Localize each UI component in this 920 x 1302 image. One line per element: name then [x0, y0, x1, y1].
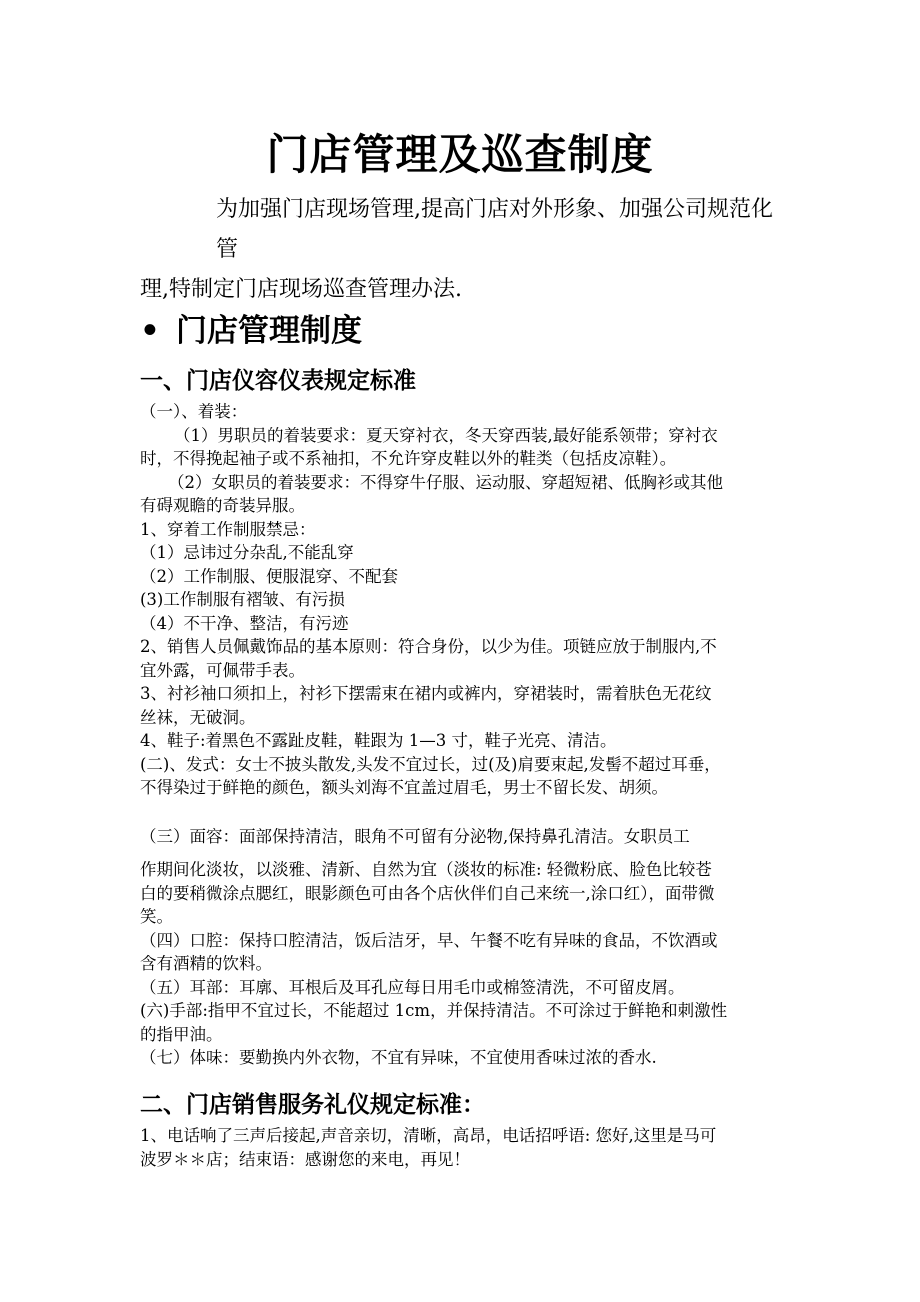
- paragraph-line: 作期间化淡妆，以淡雅、清新、自然为宜（淡妆的标准: 轻微粉底、脸色比较苍: [140, 860, 712, 879]
- document-title: 门店管理及巡查制度: [266, 130, 654, 179]
- paragraph-line: 的指甲油。: [140, 1024, 223, 1044]
- part1-body-continued: [140, 822, 785, 1070]
- paragraph-line: 波罗＊＊店；结束语：感谢您的来电，再见！: [140, 1149, 470, 1169]
- paragraph-line: （七）体味：要勤换内外衣物，不宜有异味，不宜使用香味过浓的香水.: [140, 1048, 657, 1067]
- paragraph-line: 不得染过于鲜艳的颜色，额头刘海不宜盖过眉毛，男士不留长发、胡须。: [140, 778, 668, 797]
- paragraph-line: （1）忌讳过分杂乱,不能乱穿: [140, 543, 354, 562]
- paragraph-line: （四）口腔：保持口腔清洁，饭后洁牙，早、午餐不吃有异味的食品，不饮酒或: [140, 930, 718, 950]
- part2-heading: 二、门店销售服务礼仪规定标准：: [140, 1091, 485, 1118]
- bullet-icon: •: [140, 313, 160, 349]
- paragraph-line: 宜外露，可佩带手表。: [140, 660, 305, 680]
- part1-body: [140, 400, 785, 800]
- paragraph-line: （4）不干净、整洁，有污迹: [140, 613, 349, 633]
- paragraph-line: 3、衬衫袖口须扣上，衬衫下摆需束在裙内或裤内，穿裙装时，需着肤色无花纹: [140, 684, 712, 703]
- section-heading-text: 门店管理制度: [176, 313, 362, 349]
- paragraph-line: 2、销售人员佩戴饰品的基本原则：符合身份，以少为佳。项链应放于制服内,不: [140, 637, 717, 656]
- paragraph-line: 白的要稍微涂点腮红，眼影颜色可由各个店伙伴们自己来统一,涂口红），面带微: [140, 883, 715, 903]
- intro-line: 为加强门店现场管理,提高门店对外形象、加强公司规范化管: [216, 197, 773, 262]
- paragraph-line: 有碍观瞻的奇装异服。: [140, 496, 305, 515]
- paragraph-line: (3)工作制服有褶皱、有污损: [140, 590, 345, 609]
- paragraph-line: 含有酒精的饮料。: [140, 954, 272, 973]
- part2-body: [140, 1124, 785, 1171]
- intro-line: 理,特制定门店现场巡查管理办法.: [140, 277, 462, 302]
- paragraph-line: （五）耳部：耳廓、耳根后及耳孔应每日用毛巾或棉签清洗，不可留皮屑。: [140, 977, 685, 997]
- paragraph-line: （一）、着装：: [140, 402, 248, 421]
- paragraph-line: （三）面容：面部保持清洁，眼角不可留有分泌物,保持鼻孔清洁。女职员工: [140, 827, 690, 846]
- intro-paragraph: [140, 190, 785, 310]
- paragraph-line: (六)手部:指甲不宜过长，不能超过 1cm，并保持清洁。不可涂过于鲜艳和刺激性: [140, 1001, 728, 1020]
- part1-heading: 一、门店仪容仪表规定标准: [140, 367, 416, 394]
- section-heading: [140, 305, 362, 350]
- paragraph-line: 丝袜，无破洞。: [140, 707, 256, 727]
- paragraph-line: （2）女职员的着装要求：不得穿牛仔服、运动服、穿超短裙、低胸衫或其他: [168, 472, 723, 492]
- paragraph-line: （2）工作制服、便服混穿、不配套: [140, 566, 398, 586]
- paragraph-line: 时，不得挽起袖子或不系袖扣，不允许穿皮鞋以外的鞋类（包括皮凉鞋）。: [140, 449, 677, 468]
- paragraph-line: 1、电话响了三声后接起,声音亲切，清晰，高昂，电话招呼语: 您好,这里是马可: [140, 1126, 717, 1145]
- paragraph-line: 笑。: [140, 907, 173, 926]
- paragraph-line: 4、鞋子:着黑色不露趾皮鞋，鞋跟为 1—3 寸，鞋子光亮、清洁。: [140, 731, 617, 750]
- paragraph-line: (二)、发式：女士不披头散发,头发不宜过长，过(及)肩要束起,发髻不超过耳垂，: [140, 754, 721, 774]
- paragraph-line: （1）男职员的着装要求：夏天穿衬衣，冬天穿西装,最好能系领带；穿衬衣: [174, 425, 718, 445]
- paragraph-line: 1、穿着工作制服禁忌：: [140, 519, 316, 539]
